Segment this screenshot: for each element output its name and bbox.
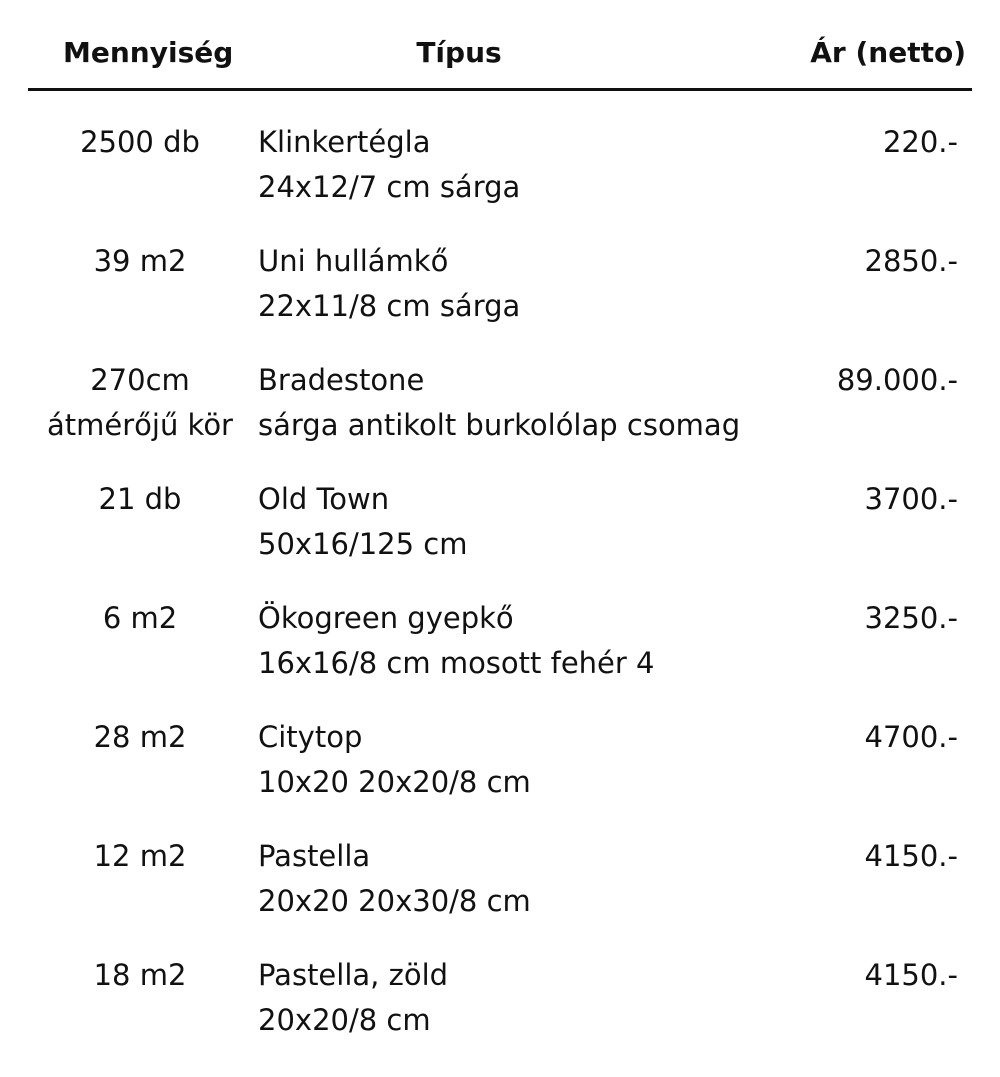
type-cell — [258, 953, 818, 1043]
table-row — [0, 239, 1000, 358]
price-cell: 4700.- — [864, 720, 958, 754]
type-spec: 10x20 20x20/8 cm — [258, 765, 531, 799]
type-spec: 50x16/125 cm — [258, 527, 468, 561]
price-cell: 3250.- — [864, 601, 958, 635]
type-cell — [258, 477, 818, 567]
price-cell: 4150.- — [864, 839, 958, 873]
type-cell — [258, 834, 818, 924]
header-type: Típus — [416, 36, 502, 69]
table-header — [0, 30, 1000, 80]
table-row — [0, 715, 1000, 834]
type-name: Bradestone — [258, 363, 425, 397]
type-spec: 24x12/7 cm sárga — [258, 170, 521, 204]
type-name: Citytop — [258, 720, 363, 754]
type-name: Klinkertégla — [258, 125, 431, 159]
price-cell: 4150.- — [864, 958, 958, 992]
quantity-cell — [40, 715, 240, 760]
table-row — [0, 477, 1000, 596]
type-spec: sárga antikolt burkolólap csomag — [258, 408, 741, 442]
table-row — [0, 834, 1000, 953]
type-spec: 16x16/8 cm mosott fehér 4 — [258, 646, 655, 680]
quantity-cell — [40, 596, 240, 641]
header-quantity: Mennyiség — [63, 36, 234, 69]
type-name: Ökogreen gyepkő — [258, 601, 514, 635]
type-cell — [258, 715, 818, 805]
type-spec: 20x20 20x30/8 cm — [258, 884, 531, 918]
type-cell — [258, 239, 818, 329]
type-cell — [258, 596, 818, 686]
quantity-line: 18 m2 — [93, 958, 187, 992]
table-row — [0, 596, 1000, 715]
quantity-line: 270cm — [90, 363, 190, 397]
quantity-line: 21 db — [98, 482, 182, 516]
quantity-cell — [40, 120, 240, 165]
table-row — [0, 358, 1000, 477]
quantity-cell — [40, 953, 240, 998]
type-name: Uni hullámkő — [258, 244, 449, 278]
type-cell — [258, 120, 818, 210]
table-row — [0, 953, 1000, 1072]
quantity-line: 12 m2 — [93, 839, 187, 873]
type-name: Old Town — [258, 482, 390, 516]
table-body — [0, 120, 1000, 1072]
type-spec: 22x11/8 cm sárga — [258, 289, 521, 323]
type-name: Pastella — [258, 839, 371, 873]
quantity-cell — [40, 239, 240, 284]
table-row — [0, 120, 1000, 239]
quantity-line: 39 m2 — [93, 244, 187, 278]
price-cell: 220.- — [882, 125, 958, 159]
type-spec: 20x20/8 cm — [258, 1003, 431, 1037]
quantity-cell — [40, 477, 240, 522]
type-cell — [258, 358, 818, 448]
quantity-line: 28 m2 — [93, 720, 187, 754]
quantity-line: 2500 db — [80, 125, 200, 159]
header-price: Ár (netto) — [810, 36, 966, 69]
quantity-line: átmérőjű kör — [47, 408, 233, 442]
quantity-cell — [40, 358, 240, 448]
price-cell: 2850.- — [864, 244, 958, 278]
type-name: Pastella, zöld — [258, 958, 449, 992]
quantity-line: 6 m2 — [102, 601, 178, 635]
price-cell: 89.000.- — [836, 363, 958, 397]
header-divider — [28, 88, 972, 91]
quantity-cell — [40, 834, 240, 879]
price-cell: 3700.- — [864, 482, 958, 516]
